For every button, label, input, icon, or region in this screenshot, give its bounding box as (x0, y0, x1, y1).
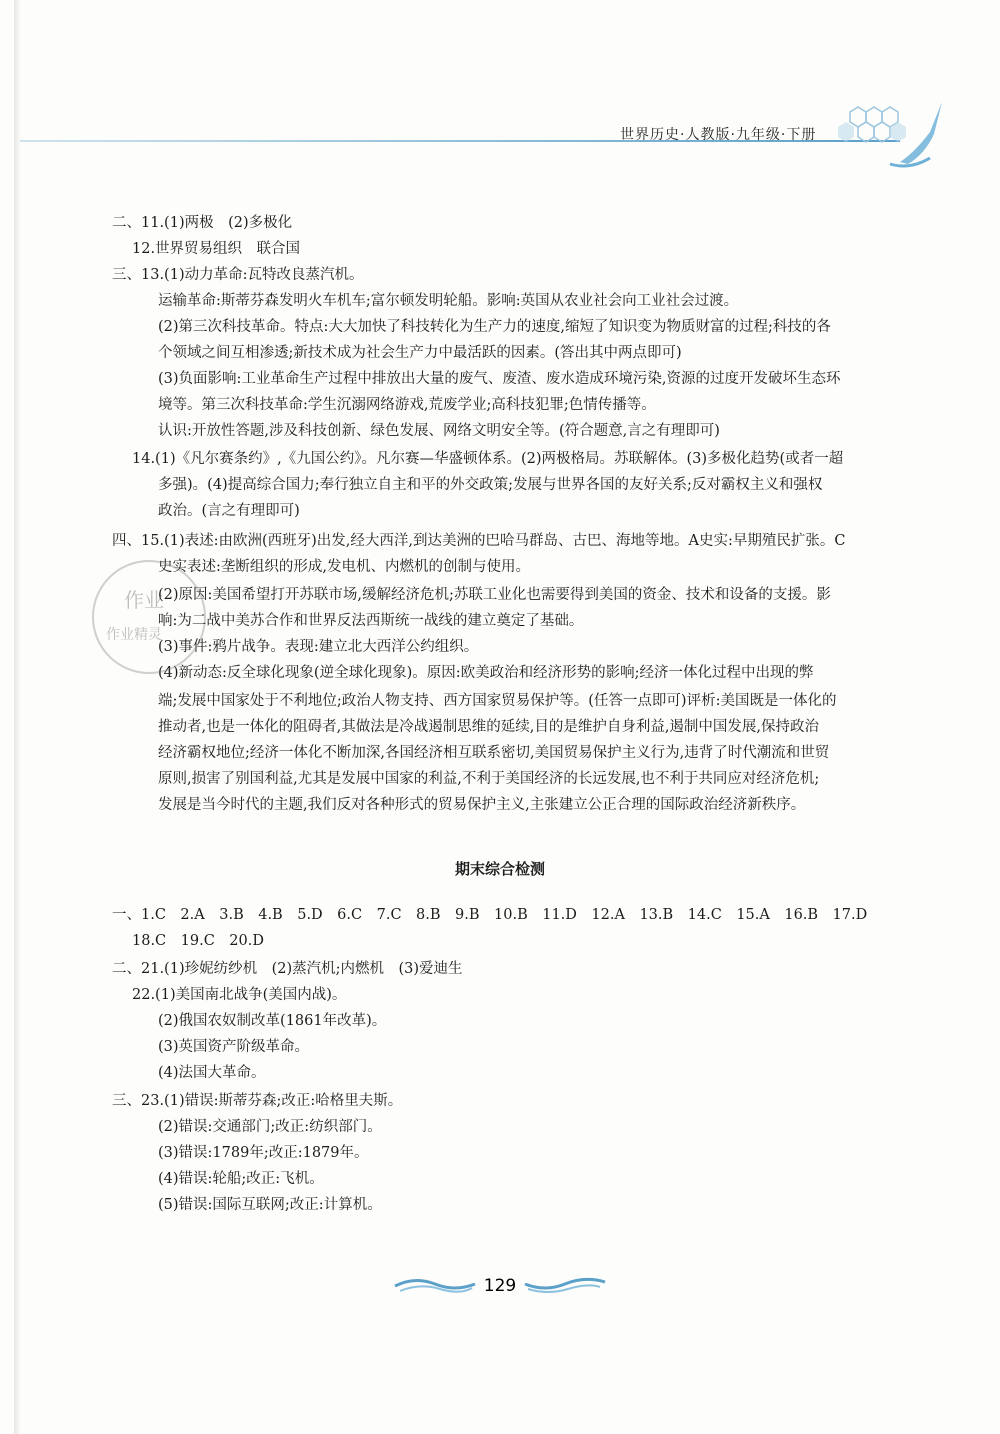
answer-line: (3)错误:1789年;改正:1879年。 (158, 1145, 369, 1161)
watermark-stamp (92, 560, 206, 674)
answer-line: 政治。(言之有理即可) (158, 503, 300, 519)
answer-line: 史实表述:垄断组织的形成,发电机、内燃机的创制与使用。 (158, 559, 530, 575)
answer-line: (2)俄国农奴制改革(1861年改革)。 (158, 1013, 387, 1029)
answer-line: 12.世界贸易组织 联合国 (132, 241, 301, 257)
wave-ornament-icon (390, 1272, 610, 1296)
answer-line: (5)错误:国际互联网;改正:计算机。 (158, 1197, 382, 1213)
page-footer (0, 1272, 1000, 1296)
stamp-text: 作业 (124, 588, 164, 612)
answer-line: (2)错误:交通部门;改正:纺织部门。 (158, 1119, 382, 1135)
answer-line: 认识:开放性答题,涉及科技创新、绿色发展、网络文明安全等。(符合题意,言之有理即可) (158, 423, 720, 439)
answer-line: 发展是当今时代的主题,我们反对各种形式的贸易保护主义,主张建立公正合理的国际政治经济新秩序。 (158, 797, 806, 813)
answer-line: 二、21.(1)珍妮纺纱机 (2)蒸汽机;内燃机 (3)爱迪生 (112, 961, 463, 977)
choice-answers-row: 18.C 19.C 20.D (132, 933, 264, 949)
answer-line: 22.(1)美国南北战争(美国内战)。 (132, 987, 347, 1003)
answer-line: (4)错误:轮船;改正:飞机。 (158, 1171, 324, 1187)
page-spine-shadow (14, 0, 20, 1434)
answer-line: 境等。第三次科技革命:学生沉溺网络游戏,荒废学业;高科技犯罪;色情传播等。 (158, 397, 656, 413)
answer-line: (2)原因:美国希望打开苏联市场,缓解经济危机;苏联工业化也需要得到美国的资金、技术和设备的支援。影 (158, 587, 831, 603)
page-header (0, 0, 1000, 170)
section-title: 期末综合检测 (454, 860, 545, 878)
answer-line: 端;发展中国家处于不利地位;政治人物支持、西方国家贸易保护等。(任答一点即可)评析:美国既是一体化的 (158, 693, 837, 709)
answer-line: 三、23.(1)错误:斯蒂芬森;改正:哈格里夫斯。 (112, 1093, 403, 1109)
answer-line: 14.(1)《凡尔赛条约》,《九国公约》。凡尔赛—华盛顿体系。(2)两极格局。苏联解体。(3)多极化趋势(或者一超 (132, 451, 844, 467)
stamp-text: 作业精灵 (106, 627, 162, 643)
answer-line: (3)英国资产阶级革命。 (158, 1039, 310, 1055)
page-number: 129 (483, 1276, 517, 1296)
answer-line: 二、11.(1)两极 (2)多极化 (112, 215, 293, 231)
answer-line: 多强)。(4)提高综合国力;奉行独立自主和平的外交政策;发展与世界各国的友好关系;反对霸权主义和强权 (158, 477, 823, 493)
answer-line: (2)第三次科技革命。特点:大大加快了科技转化为生产力的速度,缩短了知识变为物质财富的过程;科技的各 (158, 319, 831, 335)
answer-line: (3)负面影响:工业革命生产过程中排放出大量的废气、废渣、废水造成环境污染,资源的过度开发破坏生态环 (158, 371, 841, 387)
answer-line: 运输革命:斯蒂芬森发明火车机车;富尔顿发明轮船。影响:英国从农业社会向工业社会过渡。 (158, 293, 739, 309)
answer-line: (3)事件:鸦片战争。表现:建立北大西洋公约组织。 (158, 639, 479, 655)
answer-line: 个领域之间互相渗透;新技术成为社会生产力中最活跃的因素。(答出其中两点即可) (158, 345, 682, 361)
answer-line: 原则,损害了别国利益,尤其是发展中国家的利益,不利于美国经济的长远发展,也不利于共同应对经济危机; (158, 771, 820, 787)
answer-line: 响:为二战中美苏合作和世界反法西斯统一战线的建立奠定了基础。 (158, 613, 584, 629)
hexagon-pen-icon (830, 92, 970, 172)
answer-line: 经济霸权地位;经济一体化不断加深,各国经济相互联系密切,美国贸易保护主义行为,违背了时代潮流和世贸 (158, 745, 830, 761)
choice-answers-row: 一、1.C 2.A 3.B 4.B 5.D 6.C 7.C 8.B 9.B 10.B 11.D 12.A 13.B 14.C 15.A 16.B 17.D (112, 907, 868, 923)
header-title: 世界历史·人教版·九年级·下册 (620, 127, 817, 143)
answer-line: (4)新动态:反全球化现象(逆全球化现象)。原因:欧美政治和经济形势的影响;经济一体化过程中出现的弊 (158, 665, 814, 681)
answer-line: 四、15.(1)表述:由欧洲(西班牙)出发,经大西洋,到达美洲的巴哈马群岛、古巴、海地等地。A史实:早期殖民扩张。C (112, 533, 846, 549)
answer-line: 推动者,也是一体化的阻碍者,其做法是冷战遏制思维的延续,目的是维护自身利益,遏制中国发展,保持政治 (158, 719, 820, 735)
answer-line: (4)法国大革命。 (158, 1065, 266, 1081)
answer-line: 三、13.(1)动力革命:瓦特改良蒸汽机。 (112, 267, 364, 283)
